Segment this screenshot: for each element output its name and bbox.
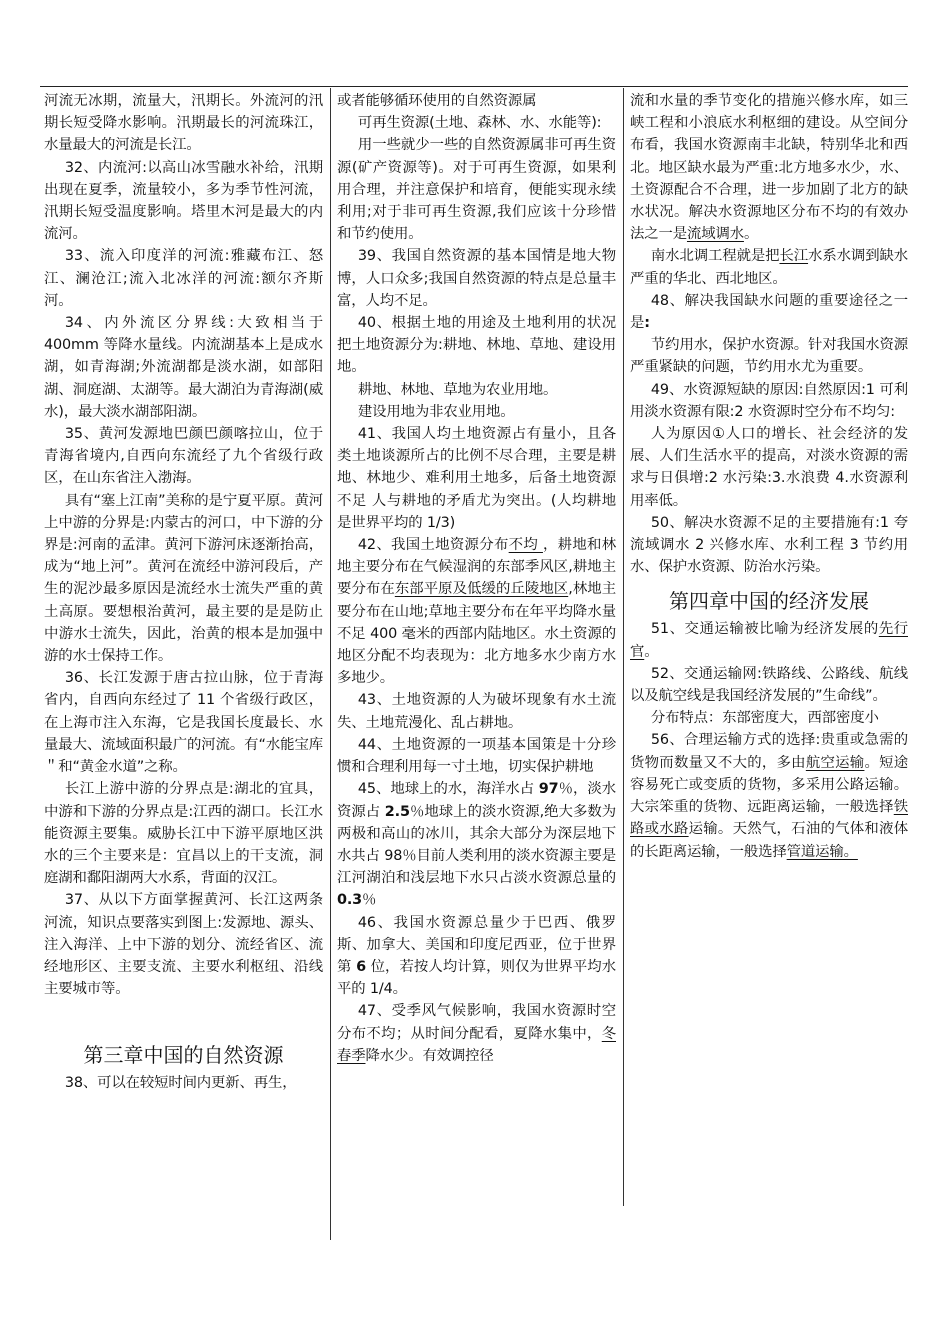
paragraph-40-cont: 耕地、林地、草地为农业用地。 <box>357 381 558 398</box>
text: 47、受季风气候影响，我国水资源时空分布不均；从时间分配看，夏降水集中， <box>337 1003 616 1042</box>
text: 46、我国水资源总量少于巴西、俄罗斯、加拿大、美国和印度尼西亚，位于世界第 <box>337 914 616 975</box>
text: 流和水量的季节变化的措施兴修水库，如三峡工程和小浪底水利枢细的建设。从空间分布看，我国水资源南丰北缺，特别华北和西北。地区缺水最为严重:北方地多水少，水、土资源配合不合理，进一步加剧了北方的缺水状况。解决水资源地区分布不均的有效办法之一是 <box>630 93 908 243</box>
underlined-term: 流域调水 <box>686 226 744 243</box>
column-1 <box>44 90 323 1270</box>
paragraph-39: 39、我国自然资源的基本国情是地大物博，人口众多;我国自然资源的特点是总量丰富，人均不足。 <box>337 248 616 309</box>
paragraph-52-cont: 分布特点：东部密度大，西部密度小 <box>650 710 879 727</box>
paragraph: 河流无冰期，流量大，汛期长。外流河的汛期长短受降水影响。汛期最长的河流珠江，水量最大的河流是长江。 <box>44 93 323 154</box>
top-rule <box>40 86 908 87</box>
chapter-3-heading: 第三章中国的自然资源 <box>83 1043 284 1068</box>
paragraph-44: 44、土地资源的一项基本国策是十分珍惯和合理利用每一寸土地，切实保护耕地 <box>337 736 616 776</box>
paragraph: 或者能够循环使用的自然资源属 <box>337 93 537 109</box>
paragraph-43: 43、土地资源的人为破坏现象有水土流失、土地荒漫化、乱占耕地。 <box>337 692 616 731</box>
chapter-4-heading: 第四章中国的经济发展 <box>669 589 869 614</box>
text: ，耕地和林地主要分布在气候湿润的东部季风区,耕地主要分布在 <box>337 537 616 598</box>
underlined-term: 航空运输 <box>805 754 865 771</box>
paragraph-49-cont: 人为原因①人口的增长、社会经济的发展、人们生活水平的提高，对淡水资源的需求与日俱增:2 水污染:3.水浪费 4.水资源利用率低。 <box>630 426 908 509</box>
paragraph-41: 41、我国人均土地资源占有量小，且各类土地谈源所占的比例不尽合理，主要是耕地、林地少、难利用土地多，后备土地资源不足 人与耕地的矛盾尤为突出。(人均耕地是世界平均的 1/3) <box>337 426 616 531</box>
paragraph: 可再生资源(土地、森林、水、水能等): <box>357 115 602 132</box>
underlined-term: 长江 <box>779 248 809 265</box>
underlined-term: 管道运输。 <box>786 843 858 860</box>
paragraph-33: 33、流入印度洋的河流:雅藏布江、怒江、澜沧江;流入北冰洋的河流:额尔齐斯河。 <box>44 248 323 309</box>
text: 。短途容易死亡或变质的货物，多采用公路运输。大宗笨重的货物、远距离运输，一般选择 <box>630 754 908 816</box>
text: 。 <box>743 226 759 243</box>
text: ％，淡水资源占 <box>337 781 616 820</box>
text: 45、地球上的水，海洋水占 <box>357 781 539 798</box>
bold-value: 2.5 <box>384 803 410 820</box>
paragraph-51 <box>630 618 908 662</box>
text: 位，若按人均计算，则仅为世界平均水平的 1/4。 <box>337 958 616 998</box>
paragraph <box>630 90 908 245</box>
bold-value: 0.3 <box>337 892 363 909</box>
text: 51、交通运输被比喻为经济发展的 <box>650 621 879 638</box>
text: 降水少。有效调控径 <box>365 1047 494 1064</box>
paragraph-36: 36、长江发源于唐古拉山脉，位于青海省内，自西向东经过了 11 个省级行政区，在上海市注入东海，它是我国长度最长、水量最大、流域面积最广的河流。有“水能宝库＂和“黄金水道”之称。 <box>44 670 323 776</box>
paragraph: 用一些就少一些的自然资源属非可再生资源(矿产资源等)。对于可再生资源，如果利用合理，并注意保护和培育，便能实现永续利用;对于非可再生资源,我们应该十分珍惜和节约使用。 <box>337 137 616 243</box>
paragraph-35: 35、黄河发源地巴颜巴颜喀拉山，位于青海省境内,自西向东流经了九个省级行政区，在山东省注入渤海。 <box>44 426 323 487</box>
paragraph-48 <box>630 290 908 334</box>
underlined-term: 铁路或水路 <box>630 799 908 838</box>
underlined-term: 不均 <box>508 537 543 554</box>
paragraph-32: 32、内流河:以高山冰雪融水补给，汛期出现在夏季，流量较小，多为季节性河流，汛期长短受温度影响。塔里木河是最大的内流河。 <box>44 159 323 243</box>
paragraph-34: 34、内外流区分界线:大致相当于400mm 等降水量线。内流湖基本上是成水湖，如青海湖;外流湖都是淡水湖，如部阳湖、洞庭湖、太湖等。最大湖泊为青海湖(威水)，最大淡水湖部阳湖。 <box>44 315 323 420</box>
paragraph-49: 49、水资源短缺的原因:自然原因:1 可利用淡水资源有限:2 水资源时空分布不均匀: <box>630 381 908 420</box>
paragraph-45 <box>337 778 616 911</box>
text: ％ <box>362 892 377 909</box>
paragraph-40-cont: 建设用地为非农业用地。 <box>357 403 515 420</box>
paragraph-37: 37、从以下方面掌握黄河、长江这两条河流，知识点要落实到图上:发源地、源头、注入海洋、上中下游的划分、流经省区、流经地形区、主要支流、主要水利枢纽、沿线主要城市等。 <box>44 892 323 998</box>
column-3 <box>630 90 908 890</box>
paragraph-38: 38、可以在较短时间内更新、再生， <box>64 1075 297 1092</box>
paragraph-56 <box>630 729 908 862</box>
paragraph-35-cont: 具有“塞上江南”美称的是宁夏平原。黄河上中游的分界是:内蒙古的河口，中下游的分界是:河南的孟津。黄河下游河床逐渐抬高，成为“地上河”。黄河在流经中游河段后，产生的泥沙最多原因是流经水士流失严重的黄土高原。要想根治黄河，最主要的是是防止中游水士流失，因此，治黄的根本是加强中游的水士保持工作。 <box>44 492 323 665</box>
paragraph-42 <box>337 534 616 689</box>
paragraph-40: 40、根据土地的用途及土地利用的状况把土地资源分为:耕地、林地、草地、建设用地。 <box>337 315 616 376</box>
column-2 <box>337 90 616 1240</box>
bold-value: 6 <box>356 958 366 975</box>
text: 。 <box>644 643 659 660</box>
text: 南水北调工程就是把 <box>650 248 780 265</box>
paragraph-36-cont: 长江上游中游的分界点是:湖北的宜具，中游和下游的分界点是:江西的湖口。长江水能资源主要集。威胁长江中下游平原地区洪水的三个主要来是：宜昌以上的干支流，洞庭湖和鄱阳湖两大水系，背面的汉江。 <box>44 781 323 887</box>
column-divider-1 <box>330 88 331 1240</box>
paragraph-47 <box>337 1000 616 1067</box>
text: 运输。天然气，石油的气体和液体的长距离运输，一般选择 <box>630 821 908 860</box>
column-divider-2 <box>623 88 624 1206</box>
text: 48、解决我国缺水问题的重要途径之一是 <box>630 292 908 332</box>
paragraph-48-cont: 节约用水，保护水资源。针对我国水资源严重紧缺的问题，节约用水尤为重要。 <box>630 337 908 376</box>
bold-colon: : <box>644 315 650 332</box>
text: ,林地主要分布在山地;草地主要分布在年平均降水量不足 400 毫米的西部内陆地区。水土资源的地区分配不均表现为：北方地多水少南方水多地少。 <box>337 581 616 687</box>
underlined-term: 先行官 <box>630 621 908 660</box>
paragraph-50: 50、解决水资源不足的主要措施有:1 夸流域调水 2 兴修水库、水利工程 3 节约用水、保护水资源、防治水污染。 <box>630 514 908 576</box>
paragraph <box>630 245 908 289</box>
text: 水系水调到缺水严重的华北、西北地区。 <box>630 248 909 287</box>
text: ％地球上的淡水资源,绝大多数为两极和高山的冰川，其余大部分为深层地下水共占 98％目前人类利用的淡水资源主要是江河湖泊和浅层地下水只占淡水资源总量的 <box>337 803 616 887</box>
paragraph-52: 52、交通运输网:铁路线、公路线、航线以及航空线是我国经济发展的”生命线”。 <box>630 665 908 705</box>
paragraph-46 <box>337 912 616 1001</box>
underlined-term: 冬春季 <box>337 1025 616 1064</box>
text: 42、我国土地资源分布 <box>357 537 509 554</box>
text: 56、合理运输方式的选择:贵重或急需的货物而数量又不大的，多由 <box>630 732 908 771</box>
underlined-term: 东部平原及低缓的丘陵地区 <box>394 581 569 598</box>
bold-value: 97 <box>538 781 559 798</box>
